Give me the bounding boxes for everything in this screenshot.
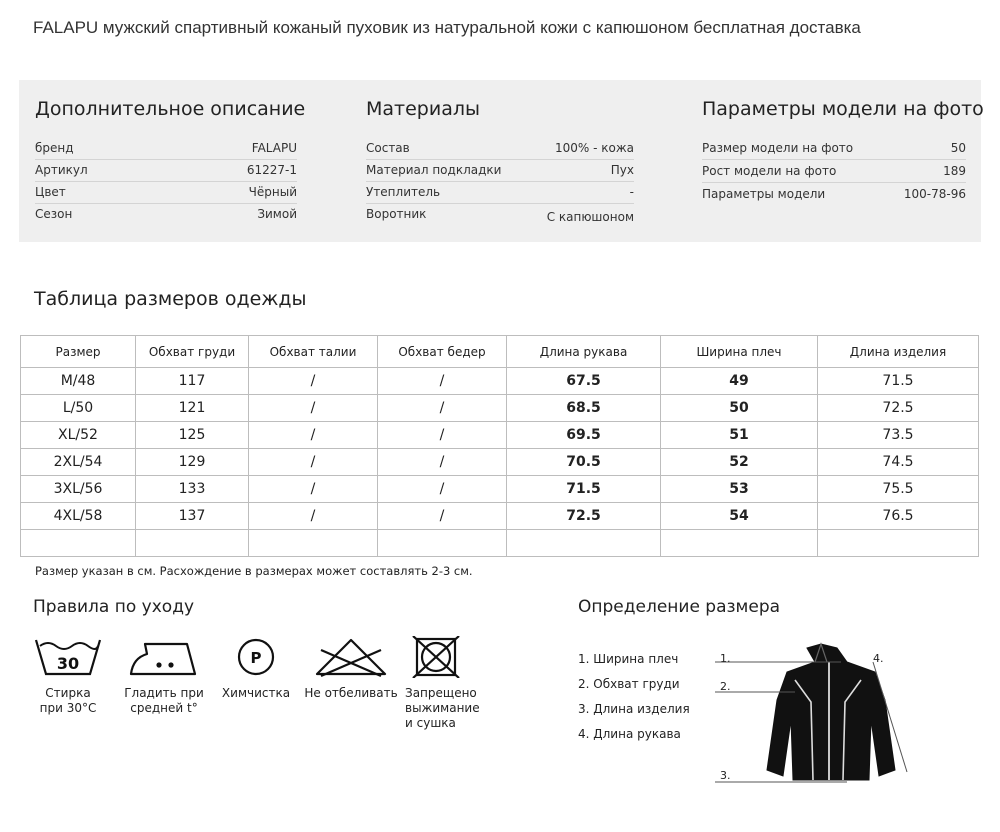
no-bleach-icon <box>313 636 389 678</box>
table-cell: 2XL/54 <box>21 449 136 476</box>
spec-row <box>702 161 966 183</box>
column-header: Длина рукава <box>507 336 661 368</box>
dry-clean-icon <box>235 636 277 678</box>
spec-key: Артикул <box>35 163 88 177</box>
table-cell: 3XL/56 <box>21 476 136 503</box>
spec-value: 61227-1 <box>246 163 297 177</box>
table-cell-empty <box>136 530 249 557</box>
table-cell: 133 <box>136 476 249 503</box>
table-cell: 69.5 <box>507 422 661 449</box>
table-cell: / <box>378 503 507 530</box>
table-row <box>21 449 979 476</box>
spec-key: Состав <box>366 141 410 155</box>
definition-item: 4. Длина рукава <box>578 727 681 741</box>
spec-key: Цвет <box>35 185 66 199</box>
table-cell: 72.5 <box>818 395 979 422</box>
table-cell: 71.5 <box>507 476 661 503</box>
spec-row <box>35 182 297 204</box>
spec-key: Утеплитель <box>366 185 441 199</box>
table-cell: 75.5 <box>818 476 979 503</box>
definition-item: 2. Обхват груди <box>578 677 680 691</box>
spec-value: Пух <box>610 163 634 177</box>
spec-heading: Материалы <box>366 98 480 120</box>
care-label: Гладить при средней t° <box>124 686 204 715</box>
table-cell-empty <box>21 530 136 557</box>
spec-key: Рост модели на фото <box>702 164 837 178</box>
definition-item: 3. Длина изделия <box>578 702 690 716</box>
table-row <box>21 503 979 530</box>
table-cell: 49 <box>661 368 818 395</box>
jacket-marker: 2. <box>720 680 731 693</box>
table-row <box>21 476 979 503</box>
spec-row <box>366 204 634 226</box>
table-row-empty <box>21 530 979 557</box>
table-cell: 54 <box>661 503 818 530</box>
table-cell: / <box>249 449 378 476</box>
column-header: Обхват груди <box>136 336 249 368</box>
spec-value: Зимой <box>257 207 297 221</box>
size-table <box>20 335 979 557</box>
table-cell-empty <box>378 530 507 557</box>
size-definition-list <box>578 652 690 752</box>
table-cell: / <box>249 368 378 395</box>
spec-value: 100% - кожа <box>554 141 634 155</box>
table-cell: 67.5 <box>507 368 661 395</box>
column-header: Обхват бедер <box>378 336 507 368</box>
table-cell: 73.5 <box>818 422 979 449</box>
jacket-marker: 1. <box>720 652 731 665</box>
jacket-diagram-icon <box>715 640 915 790</box>
table-cell: 50 <box>661 395 818 422</box>
table-cell: / <box>378 449 507 476</box>
size-table-title: Таблица размеров одежды <box>34 288 307 310</box>
table-cell: 117 <box>136 368 249 395</box>
care-item-wash <box>30 636 106 716</box>
spec-key: Размер модели на фото <box>702 141 854 155</box>
table-row <box>21 368 979 395</box>
table-row <box>21 395 979 422</box>
jacket-marker: 4. <box>873 652 884 665</box>
care-label: Запрещено выжимание и сушка <box>405 686 480 730</box>
table-cell: 51 <box>661 422 818 449</box>
table-cell: 76.5 <box>818 503 979 530</box>
table-cell: XL/52 <box>21 422 136 449</box>
wash-30-icon <box>32 636 104 678</box>
spec-row <box>702 184 966 206</box>
table-cell: 53 <box>661 476 818 503</box>
spec-key: Сезон <box>35 207 73 221</box>
spec-row <box>35 204 297 226</box>
spec-key: бренд <box>35 141 74 155</box>
care-label: Не отбеливать <box>304 686 398 700</box>
table-cell: / <box>378 476 507 503</box>
table-header-row <box>21 336 979 368</box>
spec-heading: Дополнительное описание <box>35 98 306 120</box>
spec-value: 189 <box>943 164 966 178</box>
spec-row <box>366 138 634 160</box>
page-title: FALAPU мужский спартивный кожаный пуховик из натуральной кожи с капюшоном бесплатная доставка <box>33 18 861 37</box>
spec-row <box>702 138 966 160</box>
jacket-marker: 3. <box>720 769 731 782</box>
spec-value: - <box>629 185 634 199</box>
wash-temperature: 30 <box>56 654 80 673</box>
table-cell: / <box>378 395 507 422</box>
table-cell: L/50 <box>21 395 136 422</box>
table-cell-empty <box>818 530 979 557</box>
table-cell: / <box>378 422 507 449</box>
size-note: Размер указан в см. Расхождение в размерах может составлять 2-3 см. <box>35 564 473 578</box>
spec-row <box>366 160 634 182</box>
spec-key: Воротник <box>366 207 427 221</box>
table-cell: 71.5 <box>818 368 979 395</box>
spec-row <box>35 160 297 182</box>
table-cell: 121 <box>136 395 249 422</box>
spec-key: Параметры модели <box>702 187 826 201</box>
spec-row <box>35 138 297 160</box>
no-wring-dry-icon <box>411 636 461 678</box>
spec-value: FALAPU <box>251 141 297 155</box>
column-header: Ширина плеч <box>661 336 818 368</box>
table-cell: / <box>249 395 378 422</box>
table-cell: 129 <box>136 449 249 476</box>
spec-heading: Параметры модели на фото <box>702 98 984 120</box>
table-cell: M/48 <box>21 368 136 395</box>
spec-value: Чёрный <box>248 185 297 199</box>
table-cell: / <box>249 503 378 530</box>
spec-value: 100-78-96 <box>903 187 966 201</box>
table-cell-empty <box>507 530 661 557</box>
spec-row <box>366 182 634 204</box>
table-cell: 72.5 <box>507 503 661 530</box>
table-cell: / <box>249 422 378 449</box>
table-cell: 4XL/58 <box>21 503 136 530</box>
care-label: Стирка при 30°C <box>39 686 97 715</box>
table-cell: 70.5 <box>507 449 661 476</box>
care-item-iron <box>122 636 206 716</box>
column-header: Размер <box>21 336 136 368</box>
table-cell: 68.5 <box>507 395 661 422</box>
table-cell: 52 <box>661 449 818 476</box>
table-row <box>21 422 979 449</box>
table-cell: 137 <box>136 503 249 530</box>
column-header: Длина изделия <box>818 336 979 368</box>
definition-item: 1. Ширина плеч <box>578 652 679 666</box>
table-cell: / <box>378 368 507 395</box>
spec-key: Материал подкладки <box>366 163 502 177</box>
care-item-no-bleach <box>304 636 398 701</box>
care-title: Правила по уходу <box>33 597 195 617</box>
specs-panel <box>19 80 984 242</box>
iron-medium-icon <box>127 636 201 678</box>
spec-value: С капюшоном <box>546 210 634 224</box>
table-cell-empty <box>661 530 818 557</box>
table-cell: 125 <box>136 422 249 449</box>
table-cell: / <box>249 476 378 503</box>
care-label: Химчистка <box>221 686 291 700</box>
spec-value: 50 <box>950 141 966 155</box>
table-cell: 74.5 <box>818 449 979 476</box>
table-cell-empty <box>249 530 378 557</box>
column-header: Обхват талии <box>249 336 378 368</box>
care-item-no-wring <box>405 636 487 731</box>
care-item-dry-clean <box>218 636 294 701</box>
dry-clean-symbol: P <box>250 649 262 667</box>
size-definition-title: Определение размера <box>578 597 781 617</box>
